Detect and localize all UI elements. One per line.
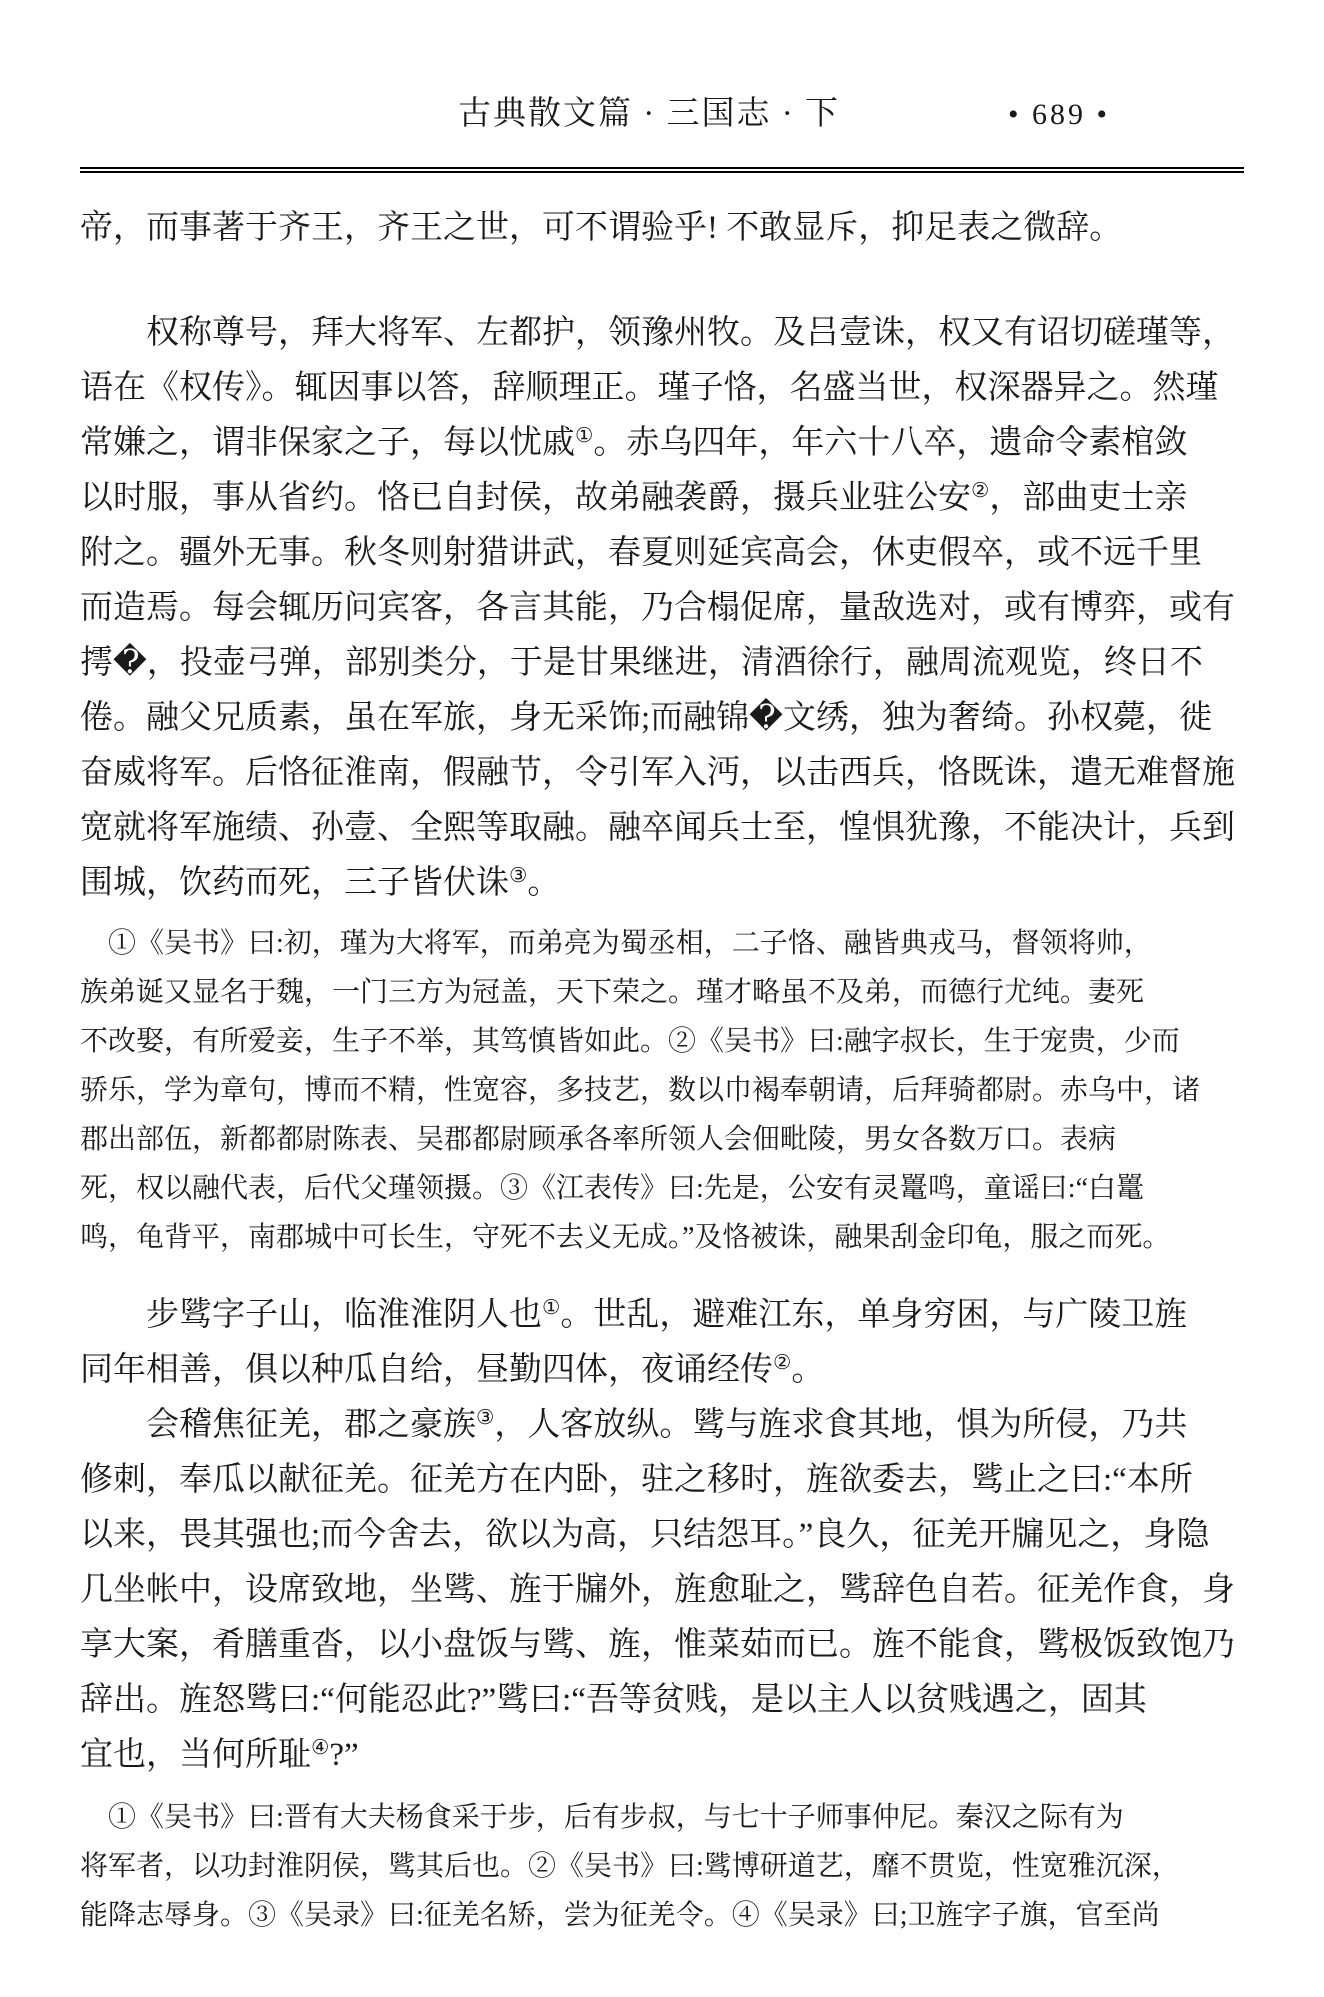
body-line: 辞出。旌怒骘曰:“何能忍此?”骘曰:“吾等贫贱，是以主人以贫贱遇之，固其 [80, 1682, 1147, 1718]
note-line: 骄乐，学为章句，博而不精，性宽容，多技艺，数以巾褐奉朝请，后拜骑都尉。赤乌中，诸 [80, 1075, 1201, 1106]
note-line: 能降志辱身。③《吴录》曰:征羌名矫，尝为征羌令。④《吴录》曰;卫旌字子旗，官至尚 [80, 1900, 1160, 1931]
body-line: 摴�，投壶弓弹，部别类分，于是甘果继进，清酒徐行，融周流观览，终日不 [80, 645, 1203, 681]
header-title: 古典散文篇 · 三国志 · 下 [458, 96, 840, 132]
note-line: ①《吴书》曰:初，瑾为大将军，而弟亮为蜀丞相，二子恪、融皆典戎马，督领将帅， [108, 928, 1152, 959]
page-number: • 689 • [1007, 98, 1110, 131]
note-line: 鸣，龟背平，南郡城中可长生，守死不去义无成。”及恪被诛，融果刮金印龟，服之而死。 [80, 1222, 1171, 1253]
body-line: 同年相善，俱以种瓜自给，昼勤四体，夜诵经传②。 [80, 1351, 825, 1388]
note-line: ①《吴书》曰:晋有大夫杨食采于步，后有步叔，与七十子师事仲尼。秦汉之际有为 [108, 1802, 1124, 1833]
body-line: 常嫌之，谓非保家之子，每以忧戚①。赤乌四年，年六十八卒，遗命令素棺敛 [80, 424, 1188, 461]
note-line: 死，权以融代表，后代父瑾领摄。③《江表传》曰:先是，公安有灵鼍鸣，童谣曰:“白鼍 [80, 1173, 1144, 1204]
body-line: 权称尊号，拜大将军、左都护，领豫州牧。及吕壹诛，权又有诏切磋瑾等， [146, 315, 1235, 351]
body-line: 帝，而事著于齐王，齐王之世，可不谓验乎! 不敢显斥，抑足表之微辞。 [80, 210, 1123, 246]
note-line: 不改娶，有所爱妾，生子不举，其笃慎皆如此。②《吴书》曰:融字叔长，生于宠贵，少而 [80, 1026, 1180, 1057]
body-line: 以来，畏其强也;而今舍去，欲以为高，只结怨耳。”良久，征羌开牖见之，身隐 [80, 1517, 1210, 1553]
body-line: 几坐帐中，设席致地，坐骘、旌于牖外，旌愈耻之，骘辞色自若。征羌作食，身 [80, 1572, 1235, 1608]
body-line: 会稽焦征羌，郡之豪族③，人客放纵。骘与旌求食其地，惧为所侵，乃共 [146, 1406, 1188, 1443]
body-line: 享大案，肴膳重沓，以小盘饭与骘、旌，惟菜茹而已。旌不能食，骘极饭致饱乃 [80, 1627, 1235, 1663]
body-line: 语在《权传》。辄因事以答，辞顺理正。瑾子恪，名盛当世，权深器异之。然瑾 [80, 370, 1219, 406]
body-line: 步骘字子山，临淮淮阴人也①。世乱，避难江东，单身穷困，与广陵卫旌 [146, 1296, 1188, 1333]
running-header [80, 92, 1244, 137]
body-line: 宽就将军施绩、孙壹、全熙等取融。融卒闻兵士至，惶惧犹豫，不能决计，兵到 [80, 810, 1235, 846]
note-line: 郡出部伍，新都都尉陈表、吴郡都尉顾承各率所领人会佃毗陵，男女各数万口。表病 [80, 1124, 1117, 1155]
note-line: 将军者，以功封淮阴侯，骘其后也。②《吴书》曰:骘博研道艺，靡不贯览，性宽雅沉深， [80, 1851, 1180, 1882]
text-column [80, 201, 1244, 1940]
header-double-rule [80, 167, 1244, 173]
body-line: 而造焉。每会辄历问宾客，各言其能，乃合榻促席，量敌选对，或有博弈，或有 [80, 590, 1235, 626]
body-line: 围城，饮药而死，三子皆伏诛③。 [80, 864, 561, 901]
body-line: 修刺，奉瓜以献征羌。征羌方在内卧，驻之移时，旌欲委去，骘止之曰:“本所 [80, 1462, 1193, 1498]
body-line: 附之。疆外无事。秋冬则射猎讲武，春夏则延宾高会，休吏假卒，或不远千里 [80, 535, 1202, 571]
body-line: 以时服，事从省约。恪已自封侯，故弟融袭爵，摄兵业驻公安②，部曲吏士亲 [80, 479, 1188, 516]
body-line: 倦。融父兄质素，虽在军旅，身无采饰;而融锦�文绣，独为奢绮。孙权薨，徙 [80, 700, 1213, 736]
note-line: 族弟诞又显名于魏，一门三方为冠盖，天下荣之。瑾才略虽不及弟，而德行尤纯。妻死 [80, 977, 1145, 1008]
body-line: 宜也，当何所耻④?” [80, 1736, 359, 1773]
body-line: 奋威将军。后恪征淮南，假融节，令引军入沔，以击西兵，恪既诛，遣无难督施 [80, 755, 1235, 791]
